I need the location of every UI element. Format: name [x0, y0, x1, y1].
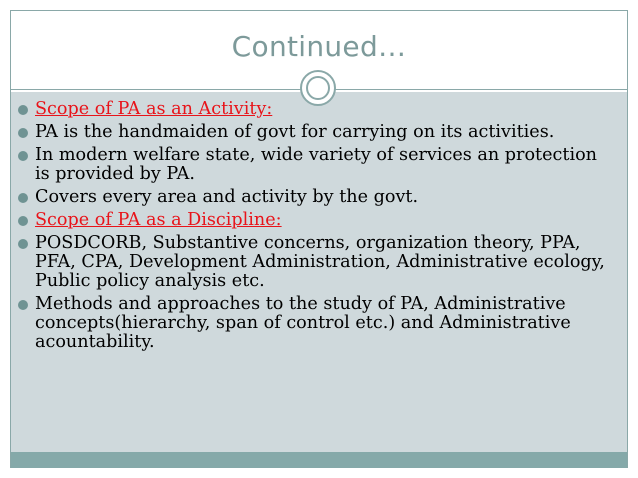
slide-title: Continued…	[231, 30, 407, 63]
bullet-item	[17, 146, 617, 184]
bullet-item	[17, 234, 617, 291]
bullet-text: Methods and approaches to the study of PA, Administrative concepts(hierarchy, span of control etc.) and Administrative acountability.	[35, 294, 571, 352]
bullet-dot-icon	[18, 239, 28, 249]
bullet-item	[17, 123, 617, 142]
bullet-text: Covers every area and activity by the govt.	[35, 187, 419, 207]
bullet-text: In modern welfare state, wide variety of services an protection is provided by PA.	[35, 145, 597, 184]
circle-ornament-icon	[300, 70, 336, 106]
bullet-dot-icon	[18, 105, 28, 115]
bullet-text: Scope of PA as a Discipline:	[35, 210, 282, 230]
bullet-item-scope-discipline	[17, 211, 617, 230]
bullet-dot-icon	[18, 300, 28, 310]
bullet-dot-icon	[18, 216, 28, 226]
bottom-bar	[11, 452, 627, 468]
bullet-dot-icon	[18, 151, 28, 161]
bullet-list	[17, 100, 617, 356]
bullet-item	[17, 188, 617, 207]
bullet-text: PA is the handmaiden of govt for carrying on its activities.	[35, 122, 555, 142]
bullet-dot-icon	[18, 193, 28, 203]
bullet-item	[17, 295, 617, 352]
circle-ornament-inner	[306, 76, 330, 100]
bullet-dot-icon	[18, 128, 28, 138]
bullet-text: Scope of PA as an Activity:	[35, 99, 273, 119]
content-area	[11, 92, 627, 467]
bullet-text: POSDCORB, Substantive concerns, organization theory, PPA, PFA, CPA, Development Administration, Administrative ecology, Public policy analysis etc.	[35, 233, 605, 291]
